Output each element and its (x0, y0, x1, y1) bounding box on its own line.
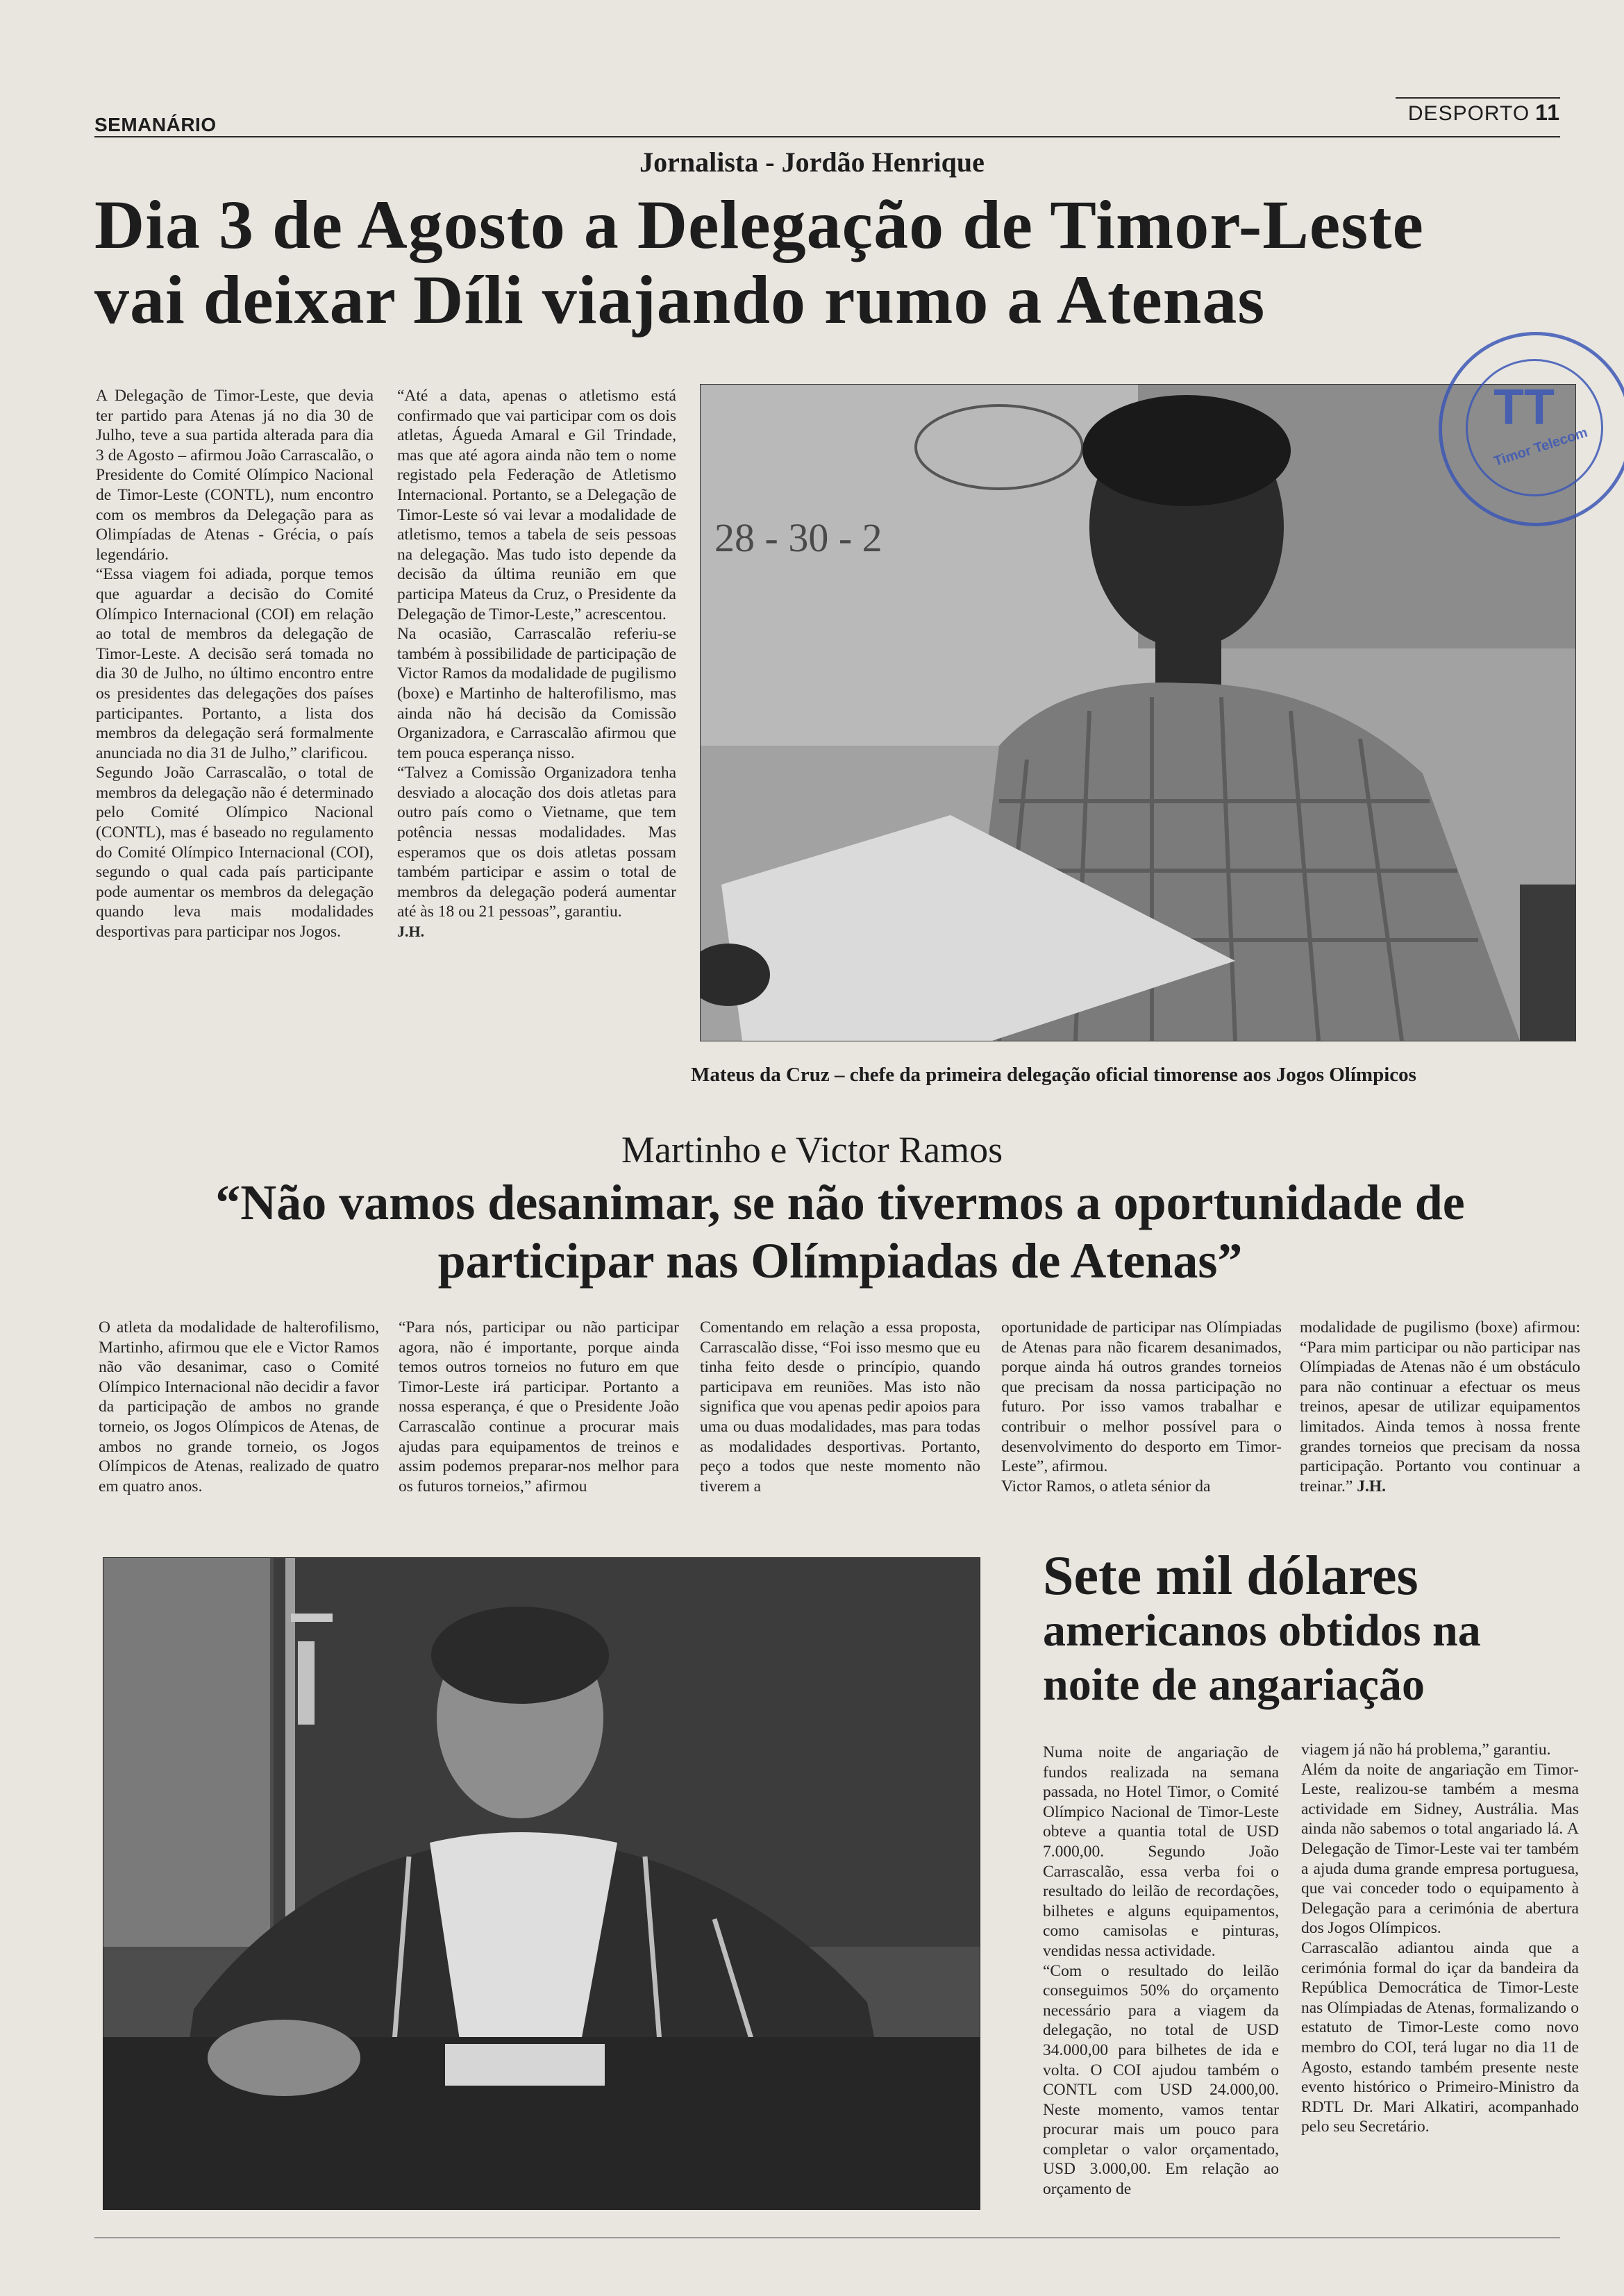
article2-headline (111, 1173, 1569, 1290)
article2-paragraph: Comentando em relação a essa proposta, Carrascalão disse, “Foi isso mesmo que eu tinha feito desde o princípio, quando participava em reuniões. Mas isto não significa que vou apenas pedir apoios para uma ou duas modalidades, mas para todas as modalidades desportivas. Portanto, peço a todos que neste momento não tiverem a (700, 1318, 980, 1495)
article2-photo (103, 1557, 980, 2210)
article3-headline-line3: noite de angariação (1043, 1659, 1425, 1710)
bottom-rule (94, 2237, 1560, 2238)
article3-paragraph: “Com o resultado do leilão conseguimos 50% do orçamento necessário para a viagem da delegação, no total de USD 34.000,00 para bilhetes de ida e volta. O COI ajudou também o CONTL com USD 24.000,00. Neste momento, vamos tentar procurar mais um pouco para completar o valor orçamentado, USD 3.000,00. Em relação ao orçamento de (1043, 1961, 1279, 2199)
article2-signature: J.H. (1357, 1477, 1386, 1495)
man-with-papers-photo (701, 380, 1575, 1041)
article1-paragraph: “Essa viagem foi adiada, porque temos que aguardar a decisão do Comité Olímpico Internacional (COI) em relação ao total de membros da delegação de Timor-Leste. A decisão será tomada no dia 30 de Julho, no último encontro entre os presidentes das delegações dos países participantes. Portanto, a lista dos membros da delegação será formalmente anunciada no dia 31 de Julho,” clarificou. (96, 565, 374, 762)
article3-column-2 (1301, 1740, 1579, 2137)
article2-column-3 (700, 1318, 980, 1496)
article1-headline (94, 187, 1587, 337)
article3-paragraph: Carrascalão adiantou ainda que a cerimónia formal do içar da bandeira da República Democrática de Timor-Leste nas Olímpiadas de Atenas, formalizando o estatuto de Timor-Leste como novo membro do COI, terá lugar no dia 11 de Agosto, estando também presente neste evento histórico o Primeiro-Ministro da RDTL Dr. Mari Alkatiri, acompanhado pelo seu Secretário. (1301, 1938, 1579, 2136)
article2-column-4 (1001, 1318, 1282, 1496)
article3-paragraph: Além da noite de angariação em Timor-Leste, realizou-se também a mesma actividade em Sidney, Austrália. Mas ainda não sabemos o total angariado lá. A Delegação de Timor-Leste vai ter também a ajuda duma grande empresa portuguesa, que vai conceder todo o equipamento à Delegação para a cerimónia de abertura dos Jogos Olímpicos. (1301, 1760, 1579, 1938)
article2-paragraph-text: modalidade de pugilismo (boxe) afirmou: “Para mim participar ou não participar nas Olímpiadas de Atenas não é um obstáculo para não continuar a efectuar os meus treinos, apesar de utilizar equipamentos limitados. Ainda temos à nossa frente grandes torneios que precisam da nossa participação. Portanto vou continuar a treinar.” (1300, 1318, 1580, 1495)
article1-photo (700, 380, 1576, 1041)
article3-column-1 (1043, 1743, 1279, 2199)
article2-paragraph: “Para nós, participar ou não participar agora, não é importante, porque ainda temos outros torneios no futuro em que Timor-Leste irá participar. Portanto a nossa esperança, é que o Presidente João Carrascalão continue a procurar mais ajudas para equipamentos de treinos e assim podemos preparar-nos melhor para os futuros torneios,” afirmou (399, 1318, 679, 1495)
article2-paragraph (1300, 1318, 1580, 1496)
article2-paragraph: Victor Ramos, o atleta sénior da (1001, 1477, 1211, 1495)
article1-photo-caption: Mateus da Cruz – chefe da primeira delegação oficial timorense aos Jogos Olímpicos (691, 1064, 1416, 1086)
article1-paragraph: Segundo João Carrascalão, o total de membros da delegação não é determinado pelo Comité Olímpico Nacional (CONTL), mas é baseado no regulamento do Comité Olímpico Internacional (COI), segundo o qual cada país participante pode aumentar os membros da delegação quando leva mais modalidades desportivas para participar nos Jogos. (96, 764, 374, 941)
article1-paragraph: “Talvez a Comissão Organizadora tenha desviado a alocação dos dois atletas para outro país como o Vietname, que tem potência nessas modalidades. Mas esperamos que os dois atletas possam também participar e assim o total de membros da delegação poderá aumentar até às 18 ou 21 pessoas”, garantiu. (397, 764, 676, 921)
article1-column-1 (96, 386, 374, 942)
article1-paragraph: “Até a data, apenas o atletismo está confirmado que vai participar com os dois atletas, Águeda Amaral e Gil Trindade, mas que até agora ainda não tem o nome registado pela Federação de Atletismo Internacional. Portanto, se a Delegação de Timor-Leste só vai levar a modalidade de atletismo, temos a tabela de seis pessoas na delegação. Mas tudo isto depende da decisão da última reunião em que participa Mateus da Cruz, o Presidente da Delegação de Timor-Leste,” acrescentou. (397, 387, 676, 623)
article3-headline-line1: Sete mil dólares (1043, 1545, 1418, 1607)
stamp-brand-name: Timor Telecom (1491, 424, 1590, 470)
header-rule-short (1396, 97, 1560, 99)
article2-column-1 (99, 1318, 379, 1496)
article1-paragraph: A Delegação de Timor-Leste, que devia ter partido para Atenas já no dia 30 de Julho, teve a sua partida alterada para dia 3 de Agosto – afirmou João Carrascalão, o Presidente do Comité Olímpico Nacional de Timor-Leste (CONTL), num encontro com os membros da Delegação para as Olimpíadas de Atenas - Grécia, o país legendário. (96, 387, 374, 564)
whiteboard-writing: 28 - 30 - 2 (714, 515, 882, 560)
newspaper-name: SEMANÁRIO (94, 114, 217, 135)
article3-paragraph: Numa noite de angariação de fundos realizada na semana passada, no Hotel Timor, o Comité Olímpico Nacional de Timor-Leste obteve a quantia total de USD 7.000,00. Segundo João Carrascalão, essa verba foi o resultado do leilão de recordações, bilhetes e alguns equipamentos, como camisolas e pinturas, vendidas nessa actividade. (1043, 1743, 1279, 1960)
article1-byline: Jornalista - Jordão Henrique (639, 146, 985, 178)
article1-headline-line2: vai deixar Díli viajando rumo a Atenas (94, 261, 1266, 338)
athlete-seated-photo (103, 1558, 980, 2209)
article2-paragraph: oportunidade de participar nas Olímpiadas de Atenas para não ficarem desanimados, porque ainda há outros grandes torneios que precisam da nossa participação no futuro. Por isso vamos trabalhar e contribuir o melhor possível para o desenvolvimento do desporto em Timor-Leste”, afirmou. (1001, 1318, 1282, 1476)
article2-column-2 (399, 1318, 679, 1496)
article3-headline (1043, 1545, 1598, 1712)
article2-headline-line1: “Não vamos desanimar, se não tivermos a oportunidade de (215, 1175, 1465, 1230)
article2-kicker: Martinho e Victor Ramos (621, 1129, 1003, 1171)
stamp-logo-mark: TT (1493, 380, 1555, 435)
article1-column-2 (397, 386, 676, 942)
article2-paragraph: O atleta da modalidade de halterofilismo, Martinho, afirmou que ele e Victor Ramos não vão desanimar, caso o Comité Olímpico Internacional não decidir a favor da participação de ambos no grande torneio, os Jogos Olímpicos de Atenas, de ambos no grande torneio, os Jogos Olímpicos de Atenas, realizado de quatro em quatro anos. (99, 1318, 379, 1495)
section-name: DESPORTO (1407, 102, 1530, 125)
article3-paragraph: viagem já não há problema,” garantiu. (1301, 1741, 1551, 1759)
article1-headline-line1: Dia 3 de Agosto a Delegação de Timor-Leste (94, 186, 1424, 263)
article1-paragraph: Na ocasião, Carrascalão referiu-se também à possibilidade de participação de Victor Ramos da modalidade de pugilismo (boxe) e Martinho de halterofilismo, mas ainda não há decisão da Comissão Organizadora, e Carrascalão afirmou que tem pouca esperança nisso. (397, 625, 676, 762)
article3-headline-line2: americanos obtidos na (1043, 1605, 1481, 1656)
article2-headline-line2: participar nas Olímpiadas de Atenas” (437, 1233, 1243, 1289)
header-rule (94, 136, 1560, 137)
article1-signature: J.H. (397, 923, 425, 941)
section-label (1408, 100, 1560, 126)
page-number: 11 (1535, 100, 1560, 125)
article2-column-5 (1300, 1318, 1580, 1496)
timor-telecom-stamp (1439, 332, 1624, 526)
